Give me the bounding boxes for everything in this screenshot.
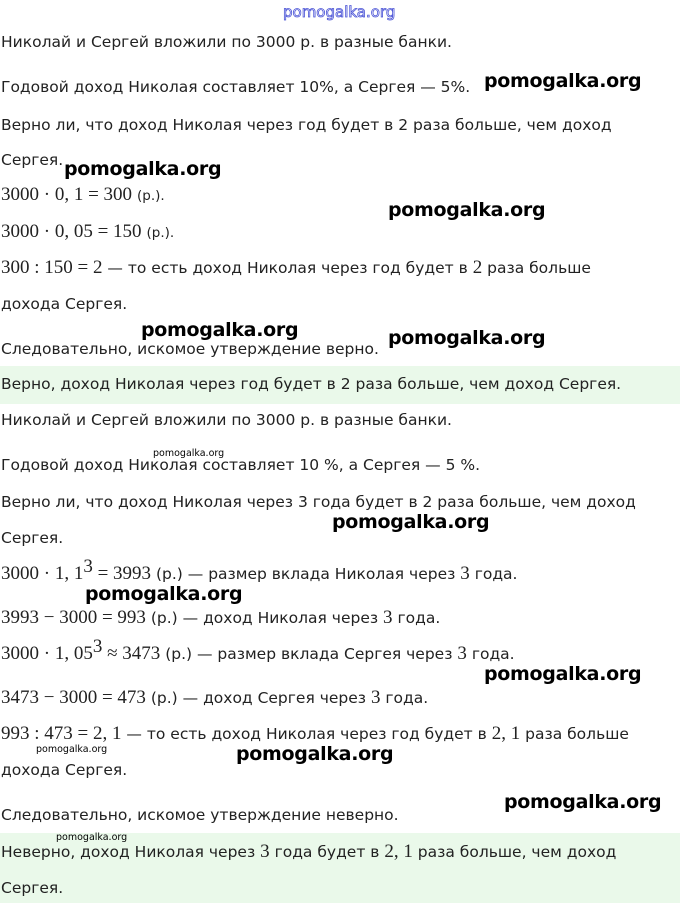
watermark: pomogalka.org	[85, 583, 243, 605]
watermark-small: pomogalka.org	[56, 832, 128, 843]
text: дохода Сергея.	[1, 295, 128, 313]
number: 2, 1	[384, 841, 413, 862]
formula: 300 : 150 = 2	[1, 257, 103, 278]
formula: 3000 · 0, 05 = 150	[1, 221, 142, 242]
task2-solution-step-5	[1, 723, 680, 745]
watermark: pomogalka.org	[388, 199, 546, 221]
unit: (р.).	[146, 225, 175, 241]
formula: 3473 − 3000 = 473	[1, 687, 146, 708]
formula: 3000 · 0, 1 = 300	[1, 184, 133, 205]
exponent: 3	[92, 636, 103, 657]
number: 2	[472, 257, 483, 278]
unit: (р.).	[136, 188, 165, 204]
text: Сергея.	[1, 151, 64, 169]
number: 3	[460, 563, 470, 584]
task2-solution-step-2	[1, 607, 680, 629]
number: 2, 1	[491, 723, 521, 744]
formula: 3000 · 1, 1	[1, 563, 84, 584]
watermark: pomogalka.org	[484, 70, 642, 92]
text: Верно, доход Николая через год будет в 2 раза больше, чем доход Сергея.	[1, 375, 622, 393]
task2-condition-line-1	[1, 409, 680, 431]
text: — то есть доход Николая через год будет в	[121, 725, 492, 743]
task1-solution-step-3	[1, 257, 680, 279]
text: Верно ли, что доход Николая через год будет в 2 раза больше, чем доход	[1, 116, 612, 134]
text: Сергея.	[1, 879, 64, 897]
task1-answer	[1, 373, 680, 395]
text: — то есть доход Николая через год будет в	[102, 259, 473, 277]
formula: = 3993	[92, 563, 152, 584]
task2-question-line-1	[1, 491, 680, 513]
watermark-small: pomogalka.org	[153, 448, 225, 459]
task1-conclusion	[1, 338, 680, 360]
text: раза больше	[482, 259, 591, 277]
text: года.	[380, 689, 429, 707]
task2-answer-line-1	[1, 841, 680, 863]
text: года.	[392, 609, 441, 627]
text: (р.) — доход Николая через	[145, 609, 384, 627]
formula: 3993 − 3000 = 993	[1, 607, 146, 628]
watermark-header: pomogalka.org	[283, 3, 396, 21]
text: раза больше, чем доход	[412, 843, 617, 861]
text: Неверно, доход Николая через	[1, 843, 261, 861]
watermark-small: pomogalka.org	[36, 744, 108, 755]
task2-solution-step-1	[1, 556, 680, 585]
task2-solution-step-4	[1, 687, 680, 709]
task1-question-line-1	[1, 114, 680, 136]
text: (р.) — доход Сергея через	[145, 689, 371, 707]
number: 3	[370, 687, 381, 708]
watermark: pomogalka.org	[504, 791, 662, 813]
task1-condition-line-1	[1, 31, 680, 53]
watermark: pomogalka.org	[236, 743, 394, 765]
text: Верно ли, что доход Николая через 3 года будет в 2 раза больше, чем доход	[1, 493, 636, 511]
task1-solution-step-3-cont	[1, 293, 680, 315]
text: года.	[466, 645, 515, 663]
text: Годовой доход Николая составляет 10 %, а Сергея — 5 %.	[1, 456, 481, 474]
text: дохода Сергея.	[1, 761, 128, 779]
task1-solution-step-2	[1, 221, 680, 244]
number: 3	[457, 643, 467, 664]
formula: ≈ 3473	[102, 643, 161, 664]
task1-solution-step-1	[1, 184, 680, 207]
text: Николай и Сергей вложили по 3000 р. в разные банки.	[1, 33, 452, 51]
task2-condition-line-2	[1, 454, 680, 476]
number: 3	[383, 607, 393, 628]
task1-answer-box	[0, 366, 680, 404]
text: года будет в	[269, 843, 385, 861]
watermark: pomogalka.org	[388, 327, 546, 349]
text: года.	[469, 565, 518, 583]
task2-answer-line-2	[1, 877, 680, 899]
formula: 3000 · 1, 05	[1, 643, 93, 664]
text: (р.) — размер вклада Николая через	[151, 565, 461, 583]
task2-solution-step-3	[1, 636, 680, 665]
text: раза больше	[520, 725, 629, 743]
watermark: pomogalka.org	[332, 511, 490, 533]
exponent: 3	[83, 556, 93, 577]
watermark: pomogalka.org	[484, 663, 642, 685]
watermark: pomogalka.org	[64, 158, 222, 180]
text: Годовой доход Николая составляет 10%, а Сергея — 5%.	[1, 78, 471, 96]
text: Николай и Сергей вложили по 3000 р. в разные банки.	[1, 411, 452, 429]
watermark: pomogalka.org	[141, 319, 299, 341]
number: 3	[260, 841, 270, 862]
text: Следовательно, искомое утверждение верно.	[1, 340, 379, 358]
text: Следовательно, искомое утверждение неверно.	[1, 806, 399, 824]
text: (р.) — размер вклада Сергея через	[160, 645, 458, 663]
formula: 993 : 473 = 2, 1	[1, 723, 122, 744]
text: Сергея.	[1, 529, 64, 547]
task2-answer-box	[0, 833, 680, 903]
